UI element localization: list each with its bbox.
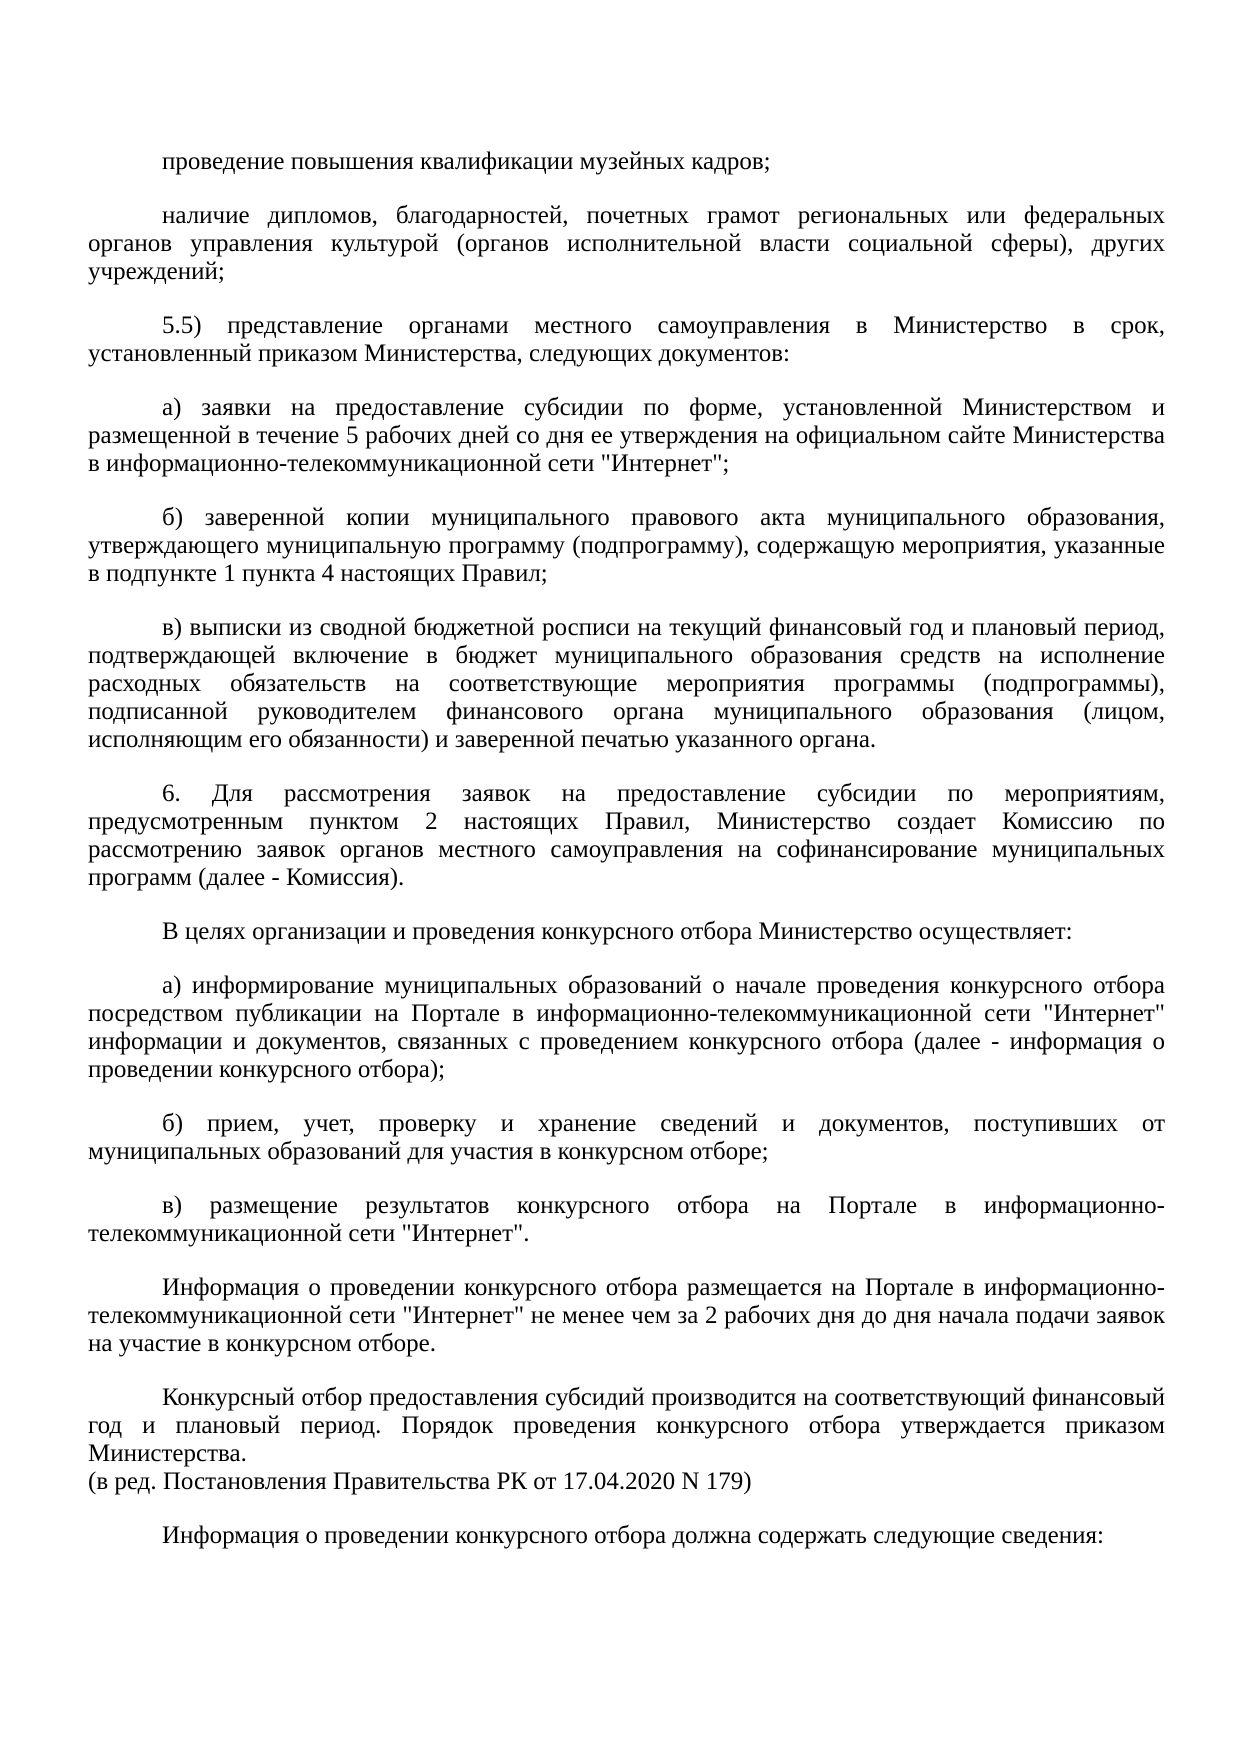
document-body: [88, 148, 1165, 1550]
paragraph-13: Конкурсный отбор предоставления субсидий производится на соответствующий финансовый год и плановый период. Порядок проведения конкурсного отбора утверждается приказом Министерства.: [88, 1384, 1165, 1467]
paragraph-12: Информация о проведении конкурсного отбора размещается на Портале в информационно-телекоммуникационной сети "Интернет" не менее чем за 2 рабочих дня до дня начала подачи заявок на участие в конкурсном отборе.: [88, 1274, 1165, 1357]
paragraph-14: (в ред. Постановления Правительства РК от 17.04.2020 N 179): [88, 1468, 752, 1495]
paragraph-2: наличие дипломов, благодарностей, почетных грамот региональных или федеральных органов управления культурой (органов исполнительной власти социальной сферы), других учреждений;: [88, 202, 1165, 285]
paragraph-15: Информация о проведении конкурсного отбора должна содержать следующие сведения:: [162, 1522, 1104, 1549]
paragraph-3: 5.5) представление органами местного самоуправления в Министерство в срок, установленный приказом Министерства, следующих документов:: [88, 312, 1165, 367]
paragraph-4: а) заявки на предоставление субсидии по форме, установленной Министерством и размещенной в течение 5 рабочих дней со дня ее утверждения на официальном сайте Министерства в информационно-телекоммуникационной сети "Интернет";: [88, 394, 1165, 477]
paragraph-1: проведение повышения квалификации музейных кадров;: [162, 148, 771, 175]
paragraph-8: В целях организации и проведения конкурсного отбора Министерство осуществляет:: [162, 918, 1073, 945]
paragraph-7: 6. Для рассмотрения заявок на предоставление субсидии по мероприятиям, предусмотренным пунктом 2 настоящих Правил, Министерство создает Комиссию по рассмотрению заявок органов местного самоуправления на софинансирование муниципальных программ (далее - Комиссия).: [88, 780, 1165, 891]
paragraph-9: а) информирование муниципальных образований о начале проведения конкурсного отбора посредством публикации на Портале в информационно-телекоммуникационной сети "Интернет" информации и документов, связанных с проведением конкурсного отбора (далее - информация о проведении конкурсного отбора);: [88, 972, 1165, 1083]
paragraph-10: б) прием, учет, проверку и хранение сведений и документов, поступивших от муниципальных образований для участия в конкурсном отборе;: [88, 1110, 1165, 1165]
paragraph-6: в) выписки из сводной бюджетной росписи на текущий финансовый год и плановый период, подтверждающей включение в бюджет муниципального образования средств на исполнение расходных обязательств на соответствующие мероприятия программы (подпрограммы), подписанной руководителем финансового органа муниципального образования (лицом, исполняющим его обязанности) и заверенной печатью указанного органа.: [88, 614, 1165, 753]
paragraph-5: б) заверенной копии муниципального правового акта муниципального образования, утверждающего муниципальную программу (подпрограмму), содержащую мероприятия, указанные в подпункте 1 пункта 4 настоящих Правил;: [88, 504, 1165, 587]
paragraph-11: в) размещение результатов конкурсного отбора на Портале в информационно-телекоммуникационной сети "Интернет".: [88, 1192, 1165, 1247]
